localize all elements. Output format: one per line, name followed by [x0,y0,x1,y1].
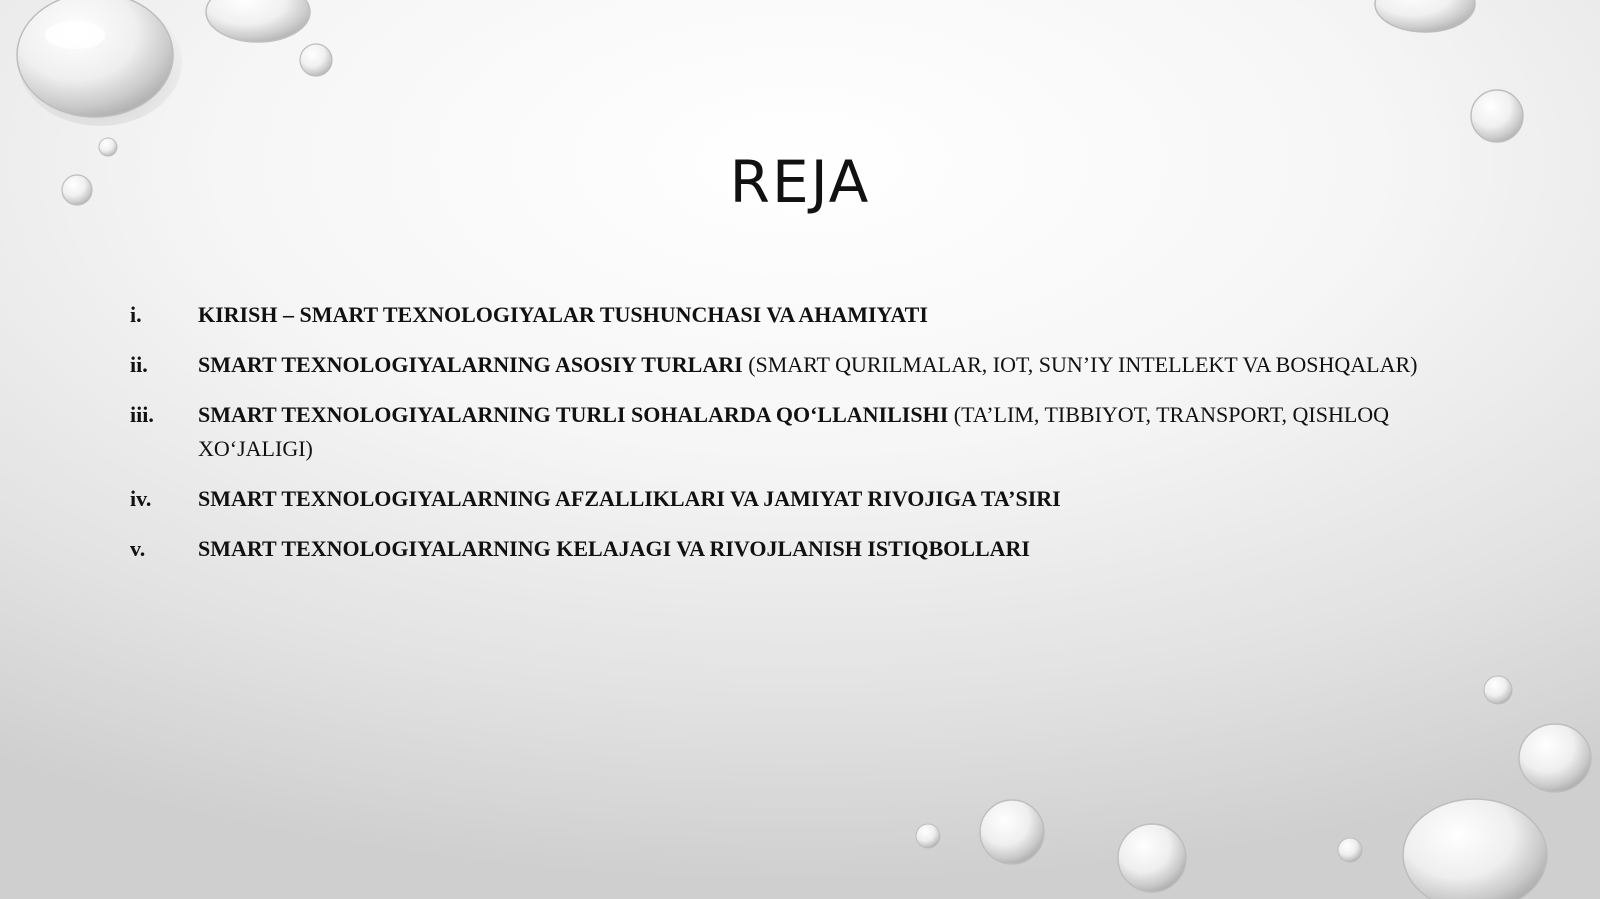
drop [1484,676,1512,704]
drop [17,0,182,126]
list-numeral: ii. [130,352,148,377]
list-item [130,348,1470,382]
drop [1375,0,1475,32]
list-item-text [198,532,1030,566]
drop [300,44,332,76]
drop [916,824,940,848]
drop [1471,90,1523,142]
slide-title: REJA [729,148,871,216]
drop [1338,838,1362,862]
list-numeral: iv. [130,486,152,511]
list-item-heading: SMART TEXNOLOGIYALARNING KELAJAGI VA RIVOJLANISH ISTIQBOLLARI [198,536,1030,561]
list-item-detail: (TA’LIM, TIBBIYOT, TRANSPORT, QISHLOQ XO‘JALIGI) [198,402,1390,461]
list-item-detail: (SMART QURILMALAR, IOT, SUN’IY INTELLEKT VA BOSHQALAR) [742,352,1418,377]
agenda-list [130,298,1470,582]
list-item-text [198,398,1470,466]
list-item-text [198,298,928,332]
list-item-heading: KIRISH – SMART TEXNOLOGIYALAR TUSHUNCHASI VA AHAMIYATI [198,302,928,327]
list-item-heading: SMART TEXNOLOGIYALARNING TURLI SOHALARDA QO‘LLANILISHI [198,402,949,427]
list-item-text [198,482,1061,516]
list-item [130,398,1470,466]
drop [980,800,1044,864]
drop [1403,799,1547,899]
list-item [130,532,1470,566]
list-numeral: v. [130,536,146,561]
list-item [130,298,1470,332]
list-item-heading: SMART TEXNOLOGIYALARNING ASOSIY TURLARI [198,352,743,377]
list-numeral: i. [130,302,142,327]
list-item [130,482,1470,516]
list-item-text [198,348,1417,382]
list-numeral: iii. [130,402,154,427]
drop [1519,724,1591,792]
drop [206,0,310,42]
drop [1118,824,1186,892]
list-item-heading: SMART TEXNOLOGIYALARNING AFZALLIKLARI VA JAMIYAT RIVOJIGA TA’SIRI [198,486,1061,511]
